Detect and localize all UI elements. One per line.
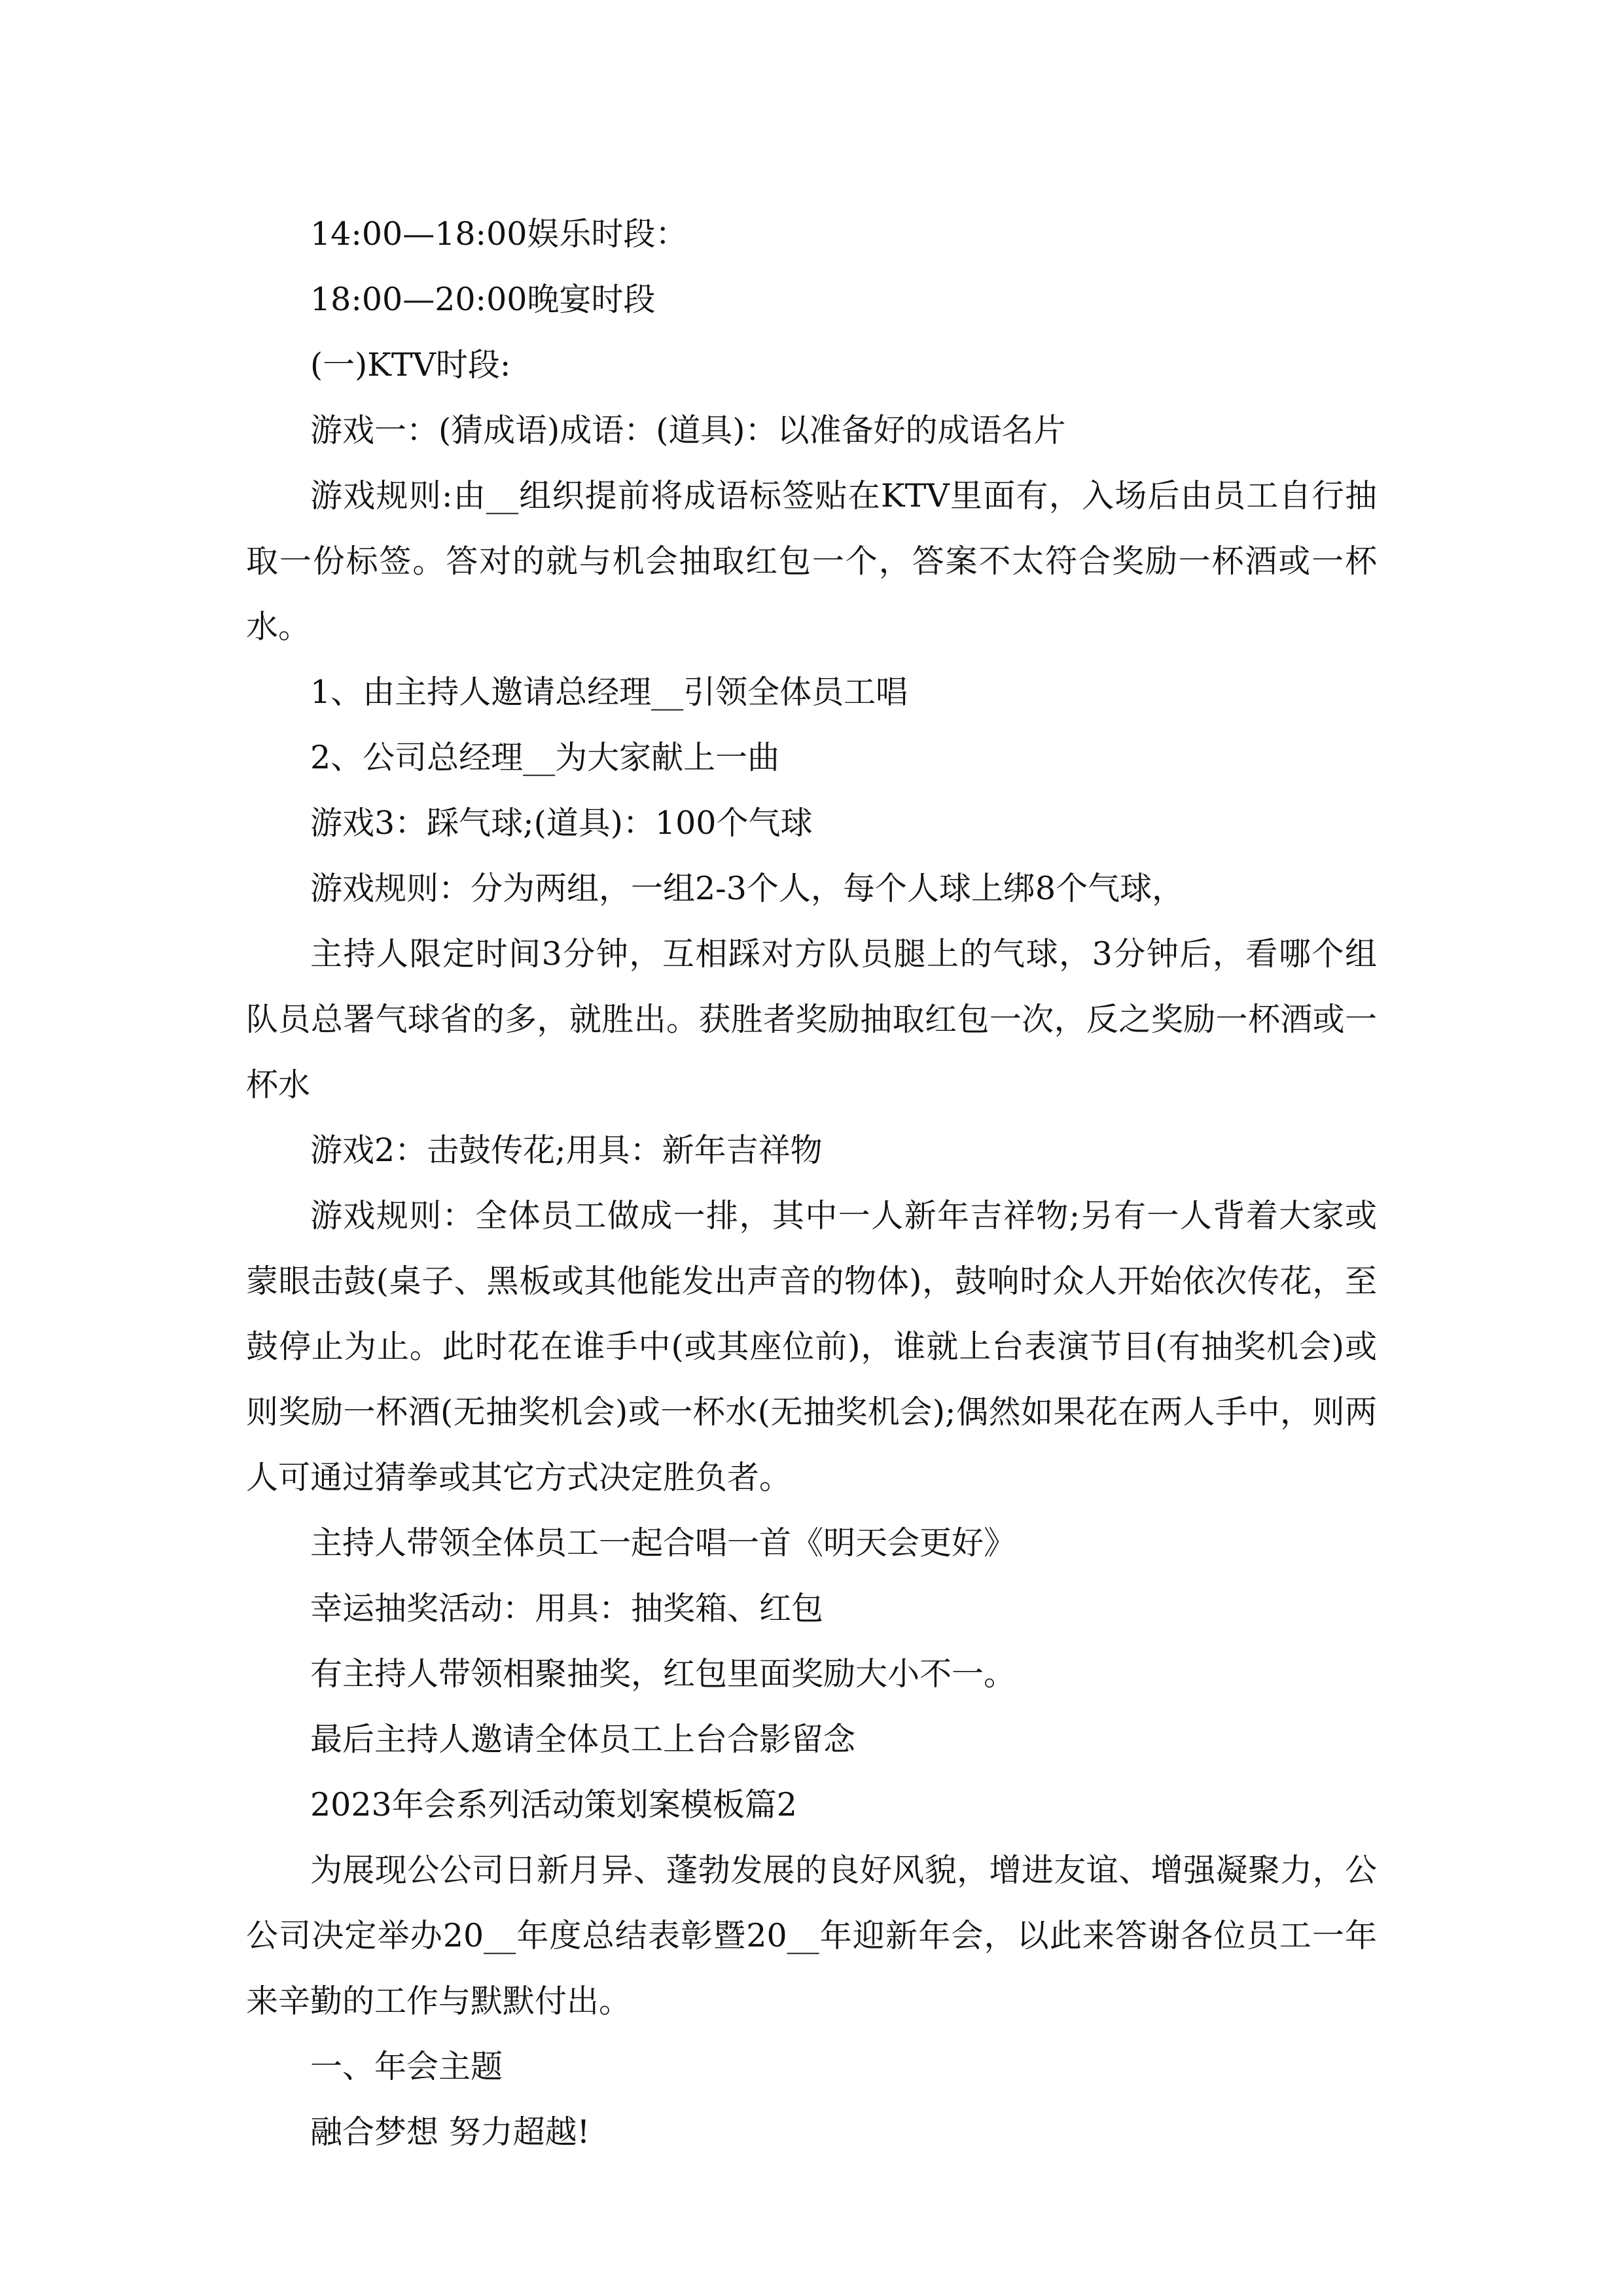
game-one-rules: 游戏规则:由__组织提前将成语标签贴在KTV里面有，入场后由员工自行抽取一份标签。答对的就与机会抽取红包一个，答案不太符合奖励一杯酒或一杯水。 <box>246 477 1377 645</box>
item-2: 2、公司总经理__为大家献上一曲 <box>310 739 780 776</box>
game-three-details: 主持人限定时间3分钟，互相踩对方队员腿上的气球，3分钟后，看哪个组队员总署气球省的多，就胜出。获胜者奖励抽取红包一次，反之奖励一杯酒或一杯水 <box>246 935 1377 1103</box>
group-photo-paragraph: 最后主持人邀请全体员工上台合影留念 <box>310 1721 856 1758</box>
game-one-title: 游戏一：(猜成语)成语：(道具)：以准备好的成语名片 <box>310 412 1066 449</box>
section-ktv: (一)KTV时段: <box>310 346 511 384</box>
schedule-entertainment: 14:00—18:00娱乐时段： <box>310 215 688 253</box>
document-body <box>246 202 1377 2165</box>
section-theme-heading: 一、年会主题 <box>310 2048 503 2085</box>
game-two-rules: 游戏规则：全体员工做成一排，其中一人新年吉祥物;另有一人背着大家或蒙眼击鼓(桌子、黑板或其他能发出声音的物体)，鼓响时众人开始依次传花，至鼓停止为止。此时花在谁手中(或其座位前)，谁就上台表演节目(有抽奖机会)或则奖励一杯酒(无抽奖机会)或一杯水(无抽奖机会);偶然如果花在两人手中，则两人可通过猜拳或其它方式决定胜负者。 <box>246 1197 1378 1496</box>
lucky-draw-title: 幸运抽奖活动：用具：抽奖箱、红包 <box>310 1590 824 1627</box>
schedule-banquet: 18:00—20:00晚宴时段 <box>310 281 656 318</box>
theme-slogan: 融合梦想 努力超越! <box>310 2113 590 2151</box>
item-1: 1、由主持人邀请总经理__引领全体员工唱 <box>310 673 908 711</box>
intro-paragraph: 为展现公公司日新月异、蓬勃发展的良好风貌，增进友谊、增强凝聚力，公公司决定举办20__年度总结表彰暨20__年迎新年会，以此来答谢各位员工一年来辛勤的工作与默默付出。 <box>246 1852 1377 2020</box>
chorus-paragraph: 主持人带领全体员工一起合唱一首《明天会更好》 <box>310 1524 1016 1562</box>
lucky-draw-details: 有主持人带领相聚抽奖，红包里面奖励大小不一。 <box>310 1655 1016 1693</box>
game-three-title: 游戏3：踩气球;(道具)：100个气球 <box>310 804 813 842</box>
article-heading: 2023年会系列活动策划案模板篇2 <box>310 1786 797 1823</box>
game-three-rules: 游戏规则：分为两组，一组2-3个人，每个人球上绑8个气球， <box>310 870 1185 907</box>
game-two-title: 游戏2：击鼓传花;用具：新年吉祥物 <box>310 1132 823 1169</box>
